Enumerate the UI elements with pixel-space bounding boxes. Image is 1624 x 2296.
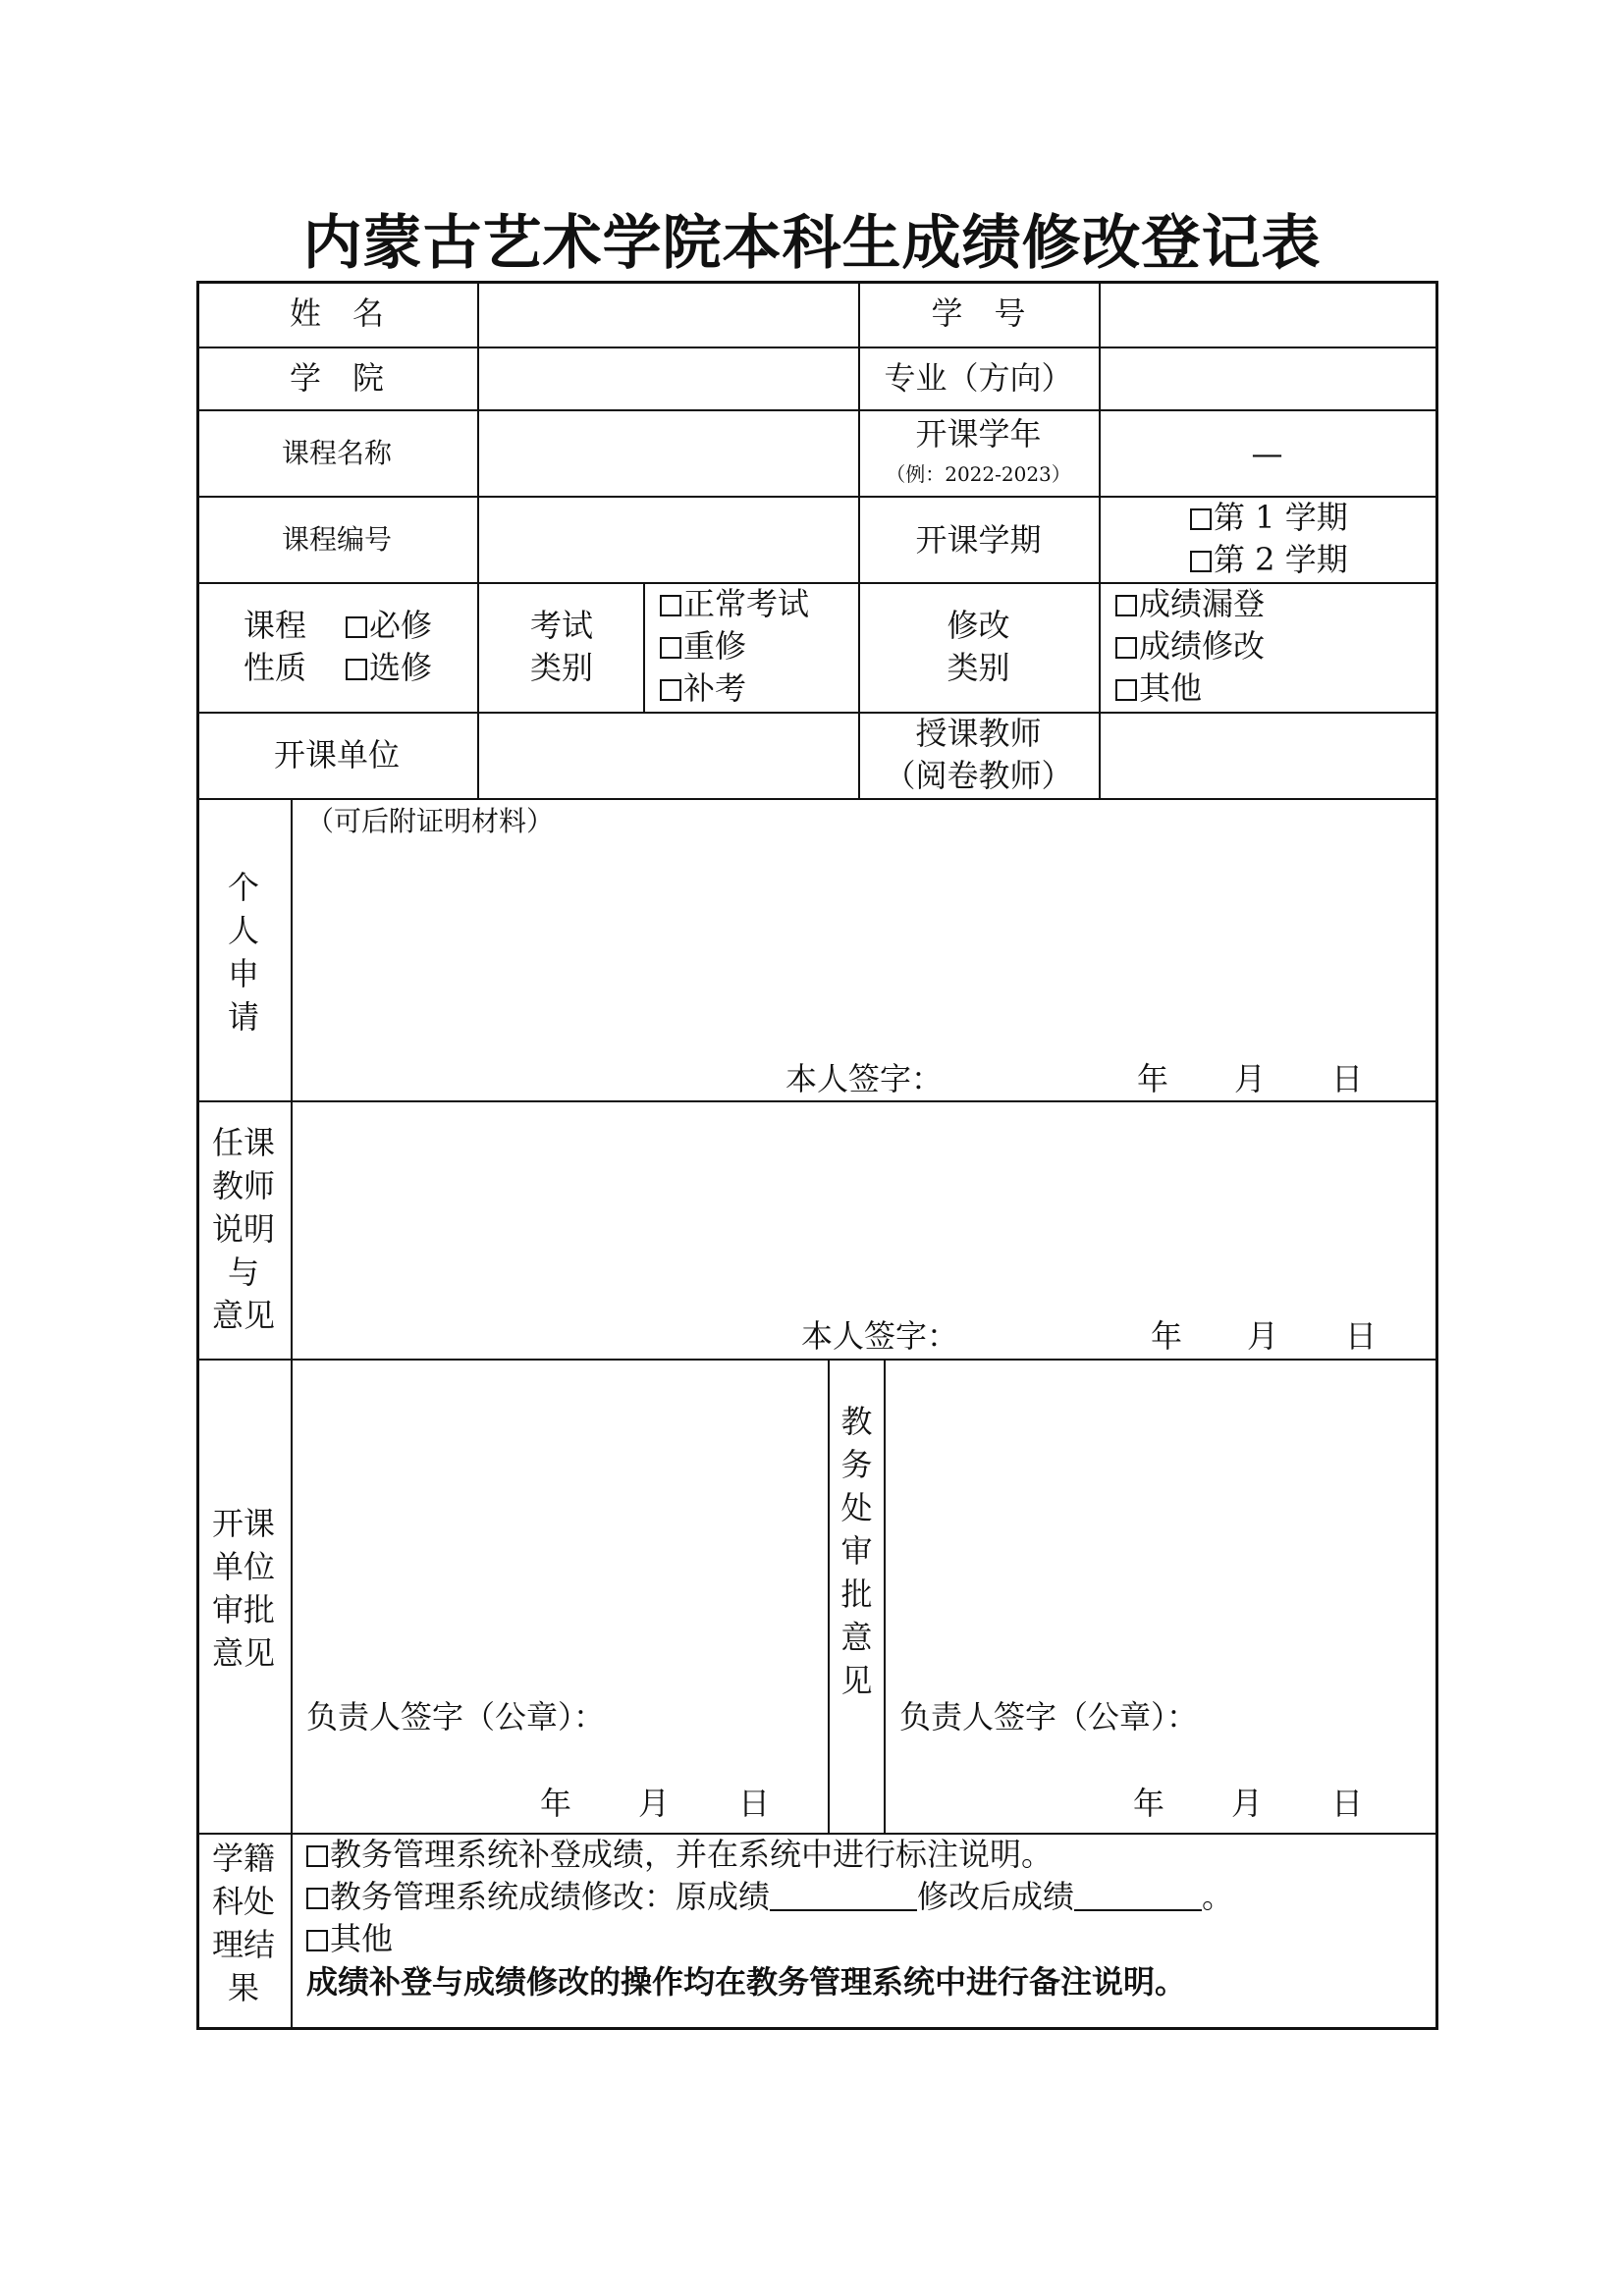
- checkbox-icon: [1115, 679, 1137, 701]
- checkbox-icon: [306, 1845, 328, 1867]
- month-label: 月: [638, 1785, 671, 1822]
- teacher-label: 授课教师 （阅卷教师）: [884, 715, 1073, 794]
- exam-option-normal[interactable]: 正常考试: [660, 583, 809, 624]
- course-year-example: （例：2022-2023）: [886, 462, 1071, 486]
- original-score-blank[interactable]: [770, 1880, 917, 1911]
- row-line: [196, 409, 1438, 411]
- course-year-value: —: [1251, 435, 1283, 472]
- academic-office-opinion-label: 教 务 处 审 批 意 见: [840, 1403, 873, 1699]
- registry-result-label: 学籍 科处 理结 果: [211, 1840, 275, 2006]
- nature-option-elective[interactable]: 选修: [346, 647, 432, 688]
- modify-option-missing[interactable]: 成绩漏登: [1115, 583, 1265, 624]
- nature-option-required[interactable]: 必修: [346, 605, 432, 646]
- office-leader-sign: 负责人签字（公章）：: [899, 1698, 1199, 1735]
- offering-unit-label: 开课单位: [273, 736, 400, 774]
- col-line: [1099, 281, 1101, 798]
- course-year-label: 开课学年: [915, 415, 1042, 453]
- term-option-2[interactable]: 第 2 学期: [1190, 539, 1348, 580]
- personal-application-label: 个 人 申 请: [227, 869, 259, 1036]
- year-label: 年: [1137, 1060, 1169, 1097]
- checkbox-icon: [1115, 637, 1137, 659]
- course-nature-label: 课程 性质: [243, 607, 306, 686]
- year-label: 年: [1151, 1317, 1183, 1355]
- col-line: [291, 798, 293, 2029]
- day-label: 日: [1345, 1317, 1378, 1355]
- attach-note: （可后附证明材料）: [306, 805, 555, 837]
- unit-leader-sign: 负责人签字（公章）：: [306, 1698, 606, 1735]
- checkbox-icon: [306, 1930, 328, 1951]
- name-label: 姓 名: [289, 294, 384, 332]
- checkbox-icon: [1115, 595, 1137, 616]
- self-sign-2: 本人签字：: [801, 1317, 959, 1355]
- year-label: 年: [540, 1785, 572, 1822]
- student-id-label: 学 号: [931, 294, 1026, 332]
- teacher-opinion-label: 任课 教师 说明 与 意见: [211, 1124, 275, 1334]
- day-label: 日: [1331, 1785, 1364, 1822]
- new-score-blank[interactable]: [1074, 1880, 1202, 1911]
- year-label: 年: [1133, 1785, 1165, 1822]
- checkbox-icon: [660, 595, 681, 616]
- checkbox-icon: [660, 637, 681, 659]
- college-label: 学 院: [289, 359, 384, 397]
- day-label: 日: [738, 1785, 771, 1822]
- course-name-label: 课程名称: [281, 437, 392, 469]
- checkbox-icon: [1190, 551, 1212, 572]
- exam-option-makeup[interactable]: 补考: [660, 667, 746, 709]
- modify-type-label: 修改 类别: [947, 607, 1010, 686]
- month-label: 月: [1247, 1317, 1279, 1355]
- day-label: 日: [1331, 1060, 1364, 1097]
- unit-opinion-label: 开课 单位 审批 意见: [211, 1505, 275, 1672]
- major-label: 专业（方向）: [884, 359, 1073, 397]
- checkbox-icon: [346, 659, 367, 680]
- table-border-bottom: [196, 2027, 1438, 2030]
- course-term-label: 开课学期: [915, 521, 1042, 559]
- row-line: [196, 1100, 1438, 1102]
- registration-form-table: [196, 281, 1438, 2029]
- checkbox-icon: [346, 616, 367, 638]
- col-line: [477, 281, 479, 798]
- table-border-top: [196, 281, 1438, 284]
- result-option-2[interactable]: 教务管理系统成绩修改：原成绩 修改后成绩 。: [306, 1876, 1233, 1917]
- row-line: [196, 347, 1438, 348]
- checkbox-icon: [660, 679, 681, 701]
- row-line: [196, 798, 1438, 800]
- modify-option-change[interactable]: 成绩修改: [1115, 625, 1265, 667]
- course-code-label: 课程编号: [281, 523, 392, 556]
- col-line: [643, 582, 645, 712]
- modify-option-other[interactable]: 其他: [1115, 667, 1202, 709]
- term-option-1[interactable]: 第 1 学期: [1190, 497, 1348, 538]
- month-label: 月: [1234, 1060, 1267, 1097]
- result-footer-note: 成绩补登与成绩修改的操作均在教务管理系统中进行备注说明。: [306, 1963, 1187, 2001]
- month-label: 月: [1231, 1785, 1264, 1822]
- exam-option-retake[interactable]: 重修: [660, 625, 746, 667]
- self-sign-1: 本人签字：: [785, 1060, 944, 1097]
- checkbox-icon: [1190, 508, 1212, 530]
- table-border-right: [1435, 281, 1438, 2029]
- col-line: [884, 1359, 886, 1833]
- exam-type-label: 考试 类别: [529, 607, 593, 686]
- page-title: 内蒙古艺术学院本科生成绩修改登记表: [302, 209, 1322, 278]
- row-line: [196, 1359, 1438, 1361]
- result-option-3[interactable]: 其他: [306, 1918, 393, 1959]
- result-option-1[interactable]: 教务管理系统补登成绩，并在系统中进行标注说明。: [306, 1834, 1053, 1875]
- checkbox-icon: [306, 1888, 328, 1909]
- row-line: [196, 712, 1438, 714]
